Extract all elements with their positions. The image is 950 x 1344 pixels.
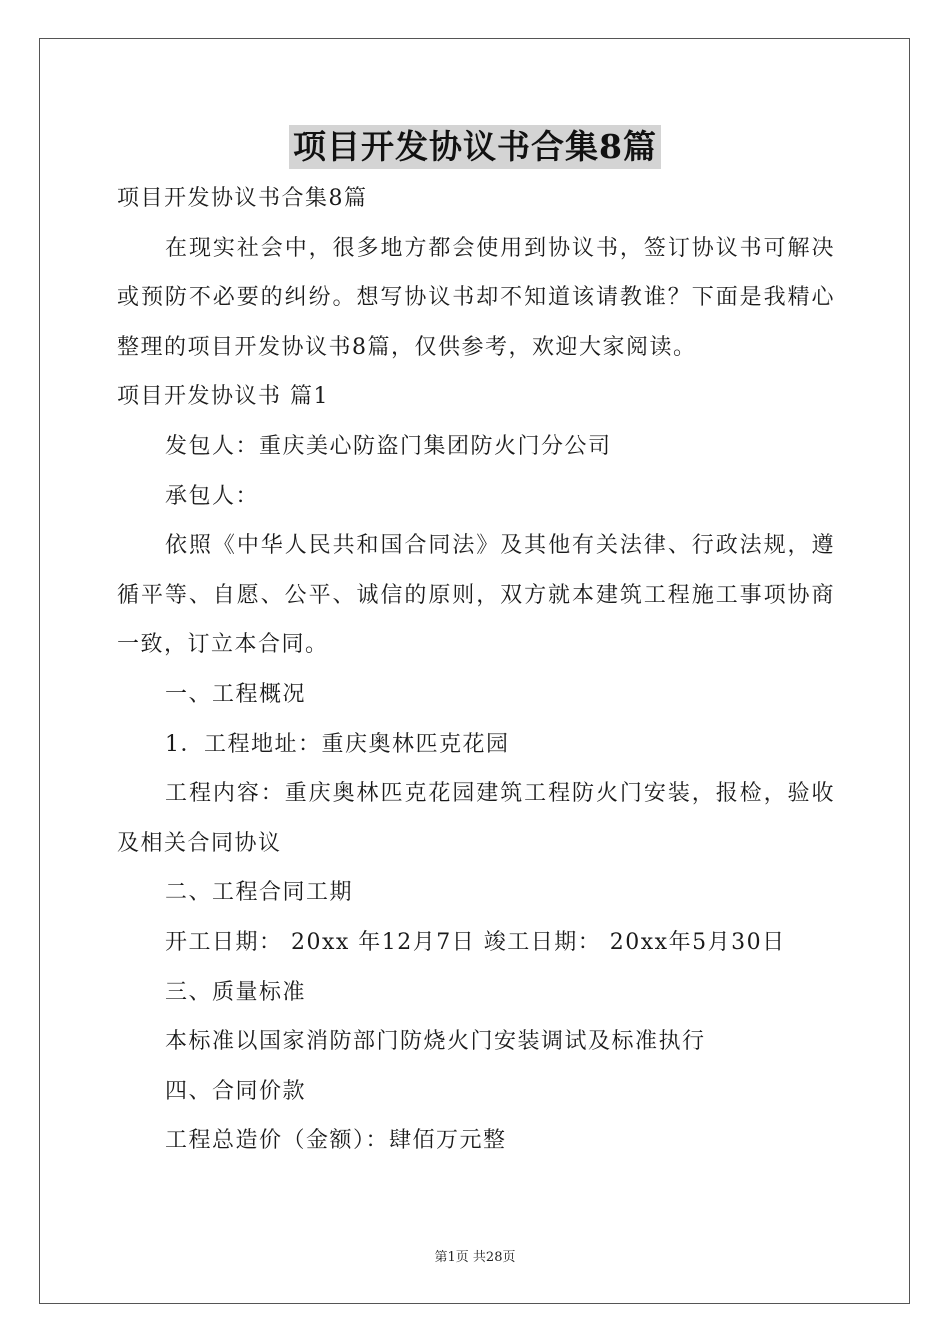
project-address: 1．工程地址：重庆奥林匹克花园: [165, 731, 510, 757]
heading-project-overview: 一、工程概况: [165, 681, 307, 707]
quality-standard: 本标准以国家消防部门防烧火门安装调试及标准执行: [165, 1029, 706, 1055]
section-heading: 项目开发协议书 篇1: [117, 384, 329, 410]
project-dates: 开工日期： 20xx 年12月7日 竣工日期： 20xx年5月30日: [165, 929, 786, 955]
page-footer: 第1页 共28页: [434, 1250, 516, 1265]
subtitle: 项目开发协议书合集8篇: [117, 186, 368, 211]
heading-quality-standard: 三、质量标准: [165, 979, 307, 1005]
document-body: [117, 174, 835, 1166]
employer-line: 发包人：重庆美心防盗门集团防火门分公司: [165, 433, 612, 459]
title-container: [0, 125, 950, 169]
contract-price: 工程总造价（金额）：肆佰万元整: [165, 1128, 507, 1154]
project-content: 工程内容：重庆奥林匹克花园建筑工程防火门安装，报检，验收及相关合同协议: [117, 781, 835, 856]
basis-paragraph: 依照《中华人民共和国合同法》及其他有关法律、行政法规，遵循平等、自愿、公平、诚信的原则，双方就本建筑工程施工事项协商一致，订立本合同。: [117, 533, 835, 658]
heading-contract-period: 二、工程合同工期: [165, 880, 354, 906]
intro-paragraph: 在现实社会中，很多地方都会使用到协议书，签订协议书可解决或预防不必要的纠纷。想写协议书却不知道该请教谁？下面是我精心整理的项目开发协议书8篇，仅供参考，欢迎大家阅读。: [117, 235, 835, 360]
heading-contract-price: 四、合同价款: [165, 1078, 307, 1104]
contractor-line: 承包人：: [165, 483, 260, 509]
document-title: 项目开发协议书合集8篇: [289, 125, 661, 169]
